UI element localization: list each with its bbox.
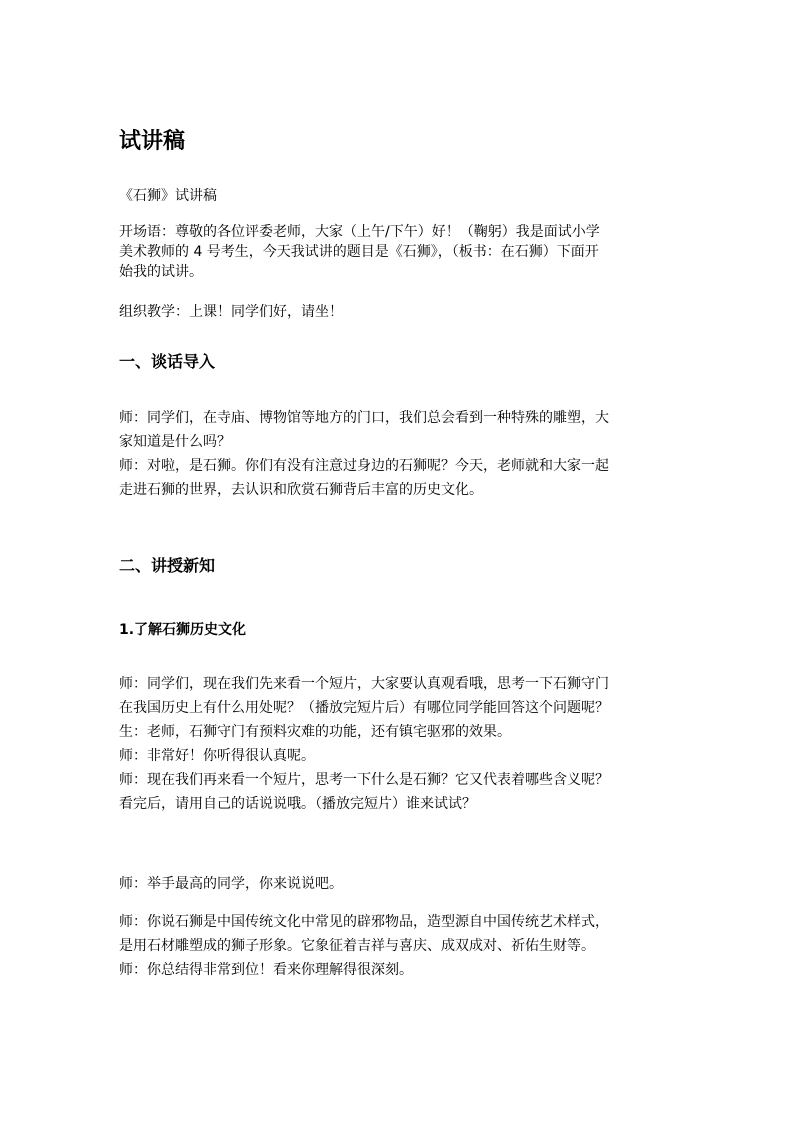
section-intro-body	[119, 406, 679, 502]
text-line: 在我国历史上有什么用处呢？（播放完短片后）有哪位同学能回答这个问题呢？	[119, 700, 609, 716]
text-line: 开场语：尊敬的各位评委老师，大家（上午/下午）好！（鞠躬）我是面试小学	[119, 224, 600, 240]
page-title: 试讲稿	[119, 129, 186, 154]
text-line: 看完后，请用自己的话说说哦。（播放完短片）谁来试试？	[119, 796, 476, 812]
text-line: 家知道是什么吗？	[119, 434, 231, 450]
text-line: 美术教师的 4 号考生，今天我试讲的题目是《石狮》，（板书：在石狮）下面开	[119, 244, 599, 260]
organize-paragraph: 组织教学：上课！同学们好，请坐！	[119, 304, 343, 320]
subsection-heading: 1.了解石狮历史文化	[119, 622, 247, 638]
text-line: 师：同学们，在寺庙、博物馆等地方的门口，我们总会看到一种特殊的雕塑，大	[119, 410, 609, 426]
dialogue-block-c	[119, 910, 679, 982]
text-line: 走进石狮的世界，去认识和欣赏石狮背后丰富的历史文化。	[119, 482, 483, 498]
text-line: 师：非常好！你听得很认真呢。	[119, 748, 315, 764]
text-line: 师：你说石狮是中国传统文化中常见的辟邪物品，造型源自中国传统艺术样式，	[119, 914, 609, 930]
text-line: 师：同学们，现在我们先来看一个短片，大家要认真观看哦，思考一下石狮守门	[119, 676, 609, 692]
dialogue-block-a	[119, 672, 679, 816]
text-line: 师：你总结得非常到位！看来你理解得很深刻。	[119, 962, 413, 978]
opening-paragraph	[119, 222, 679, 282]
subtitle: 《石狮》试讲稿	[119, 188, 217, 204]
text-line: 师：对啦，是石狮。你们有没有注意过身边的石狮呢？今天，老师就和大家一起	[119, 458, 609, 474]
text-line: 生：老师，石狮守门有预料灾难的功能，还有镇宅驱邪的效果。	[119, 724, 511, 740]
text-line: 始我的试讲。	[119, 264, 203, 280]
text-line: 是用石材雕塑成的狮子形象。它象征着吉祥与喜庆、成双成对、祈佑生财等。	[119, 938, 595, 954]
text-line: 师：现在我们再来看一个短片，思考一下什么是石狮？它又代表着哪些含义呢？	[119, 772, 609, 788]
section-heading-teaching: 二、讲授新知	[119, 556, 216, 575]
section-heading-intro: 一、谈话导入	[119, 352, 216, 371]
dialogue-line-b: 师：举手最高的同学，你来说说吧。	[119, 876, 343, 892]
